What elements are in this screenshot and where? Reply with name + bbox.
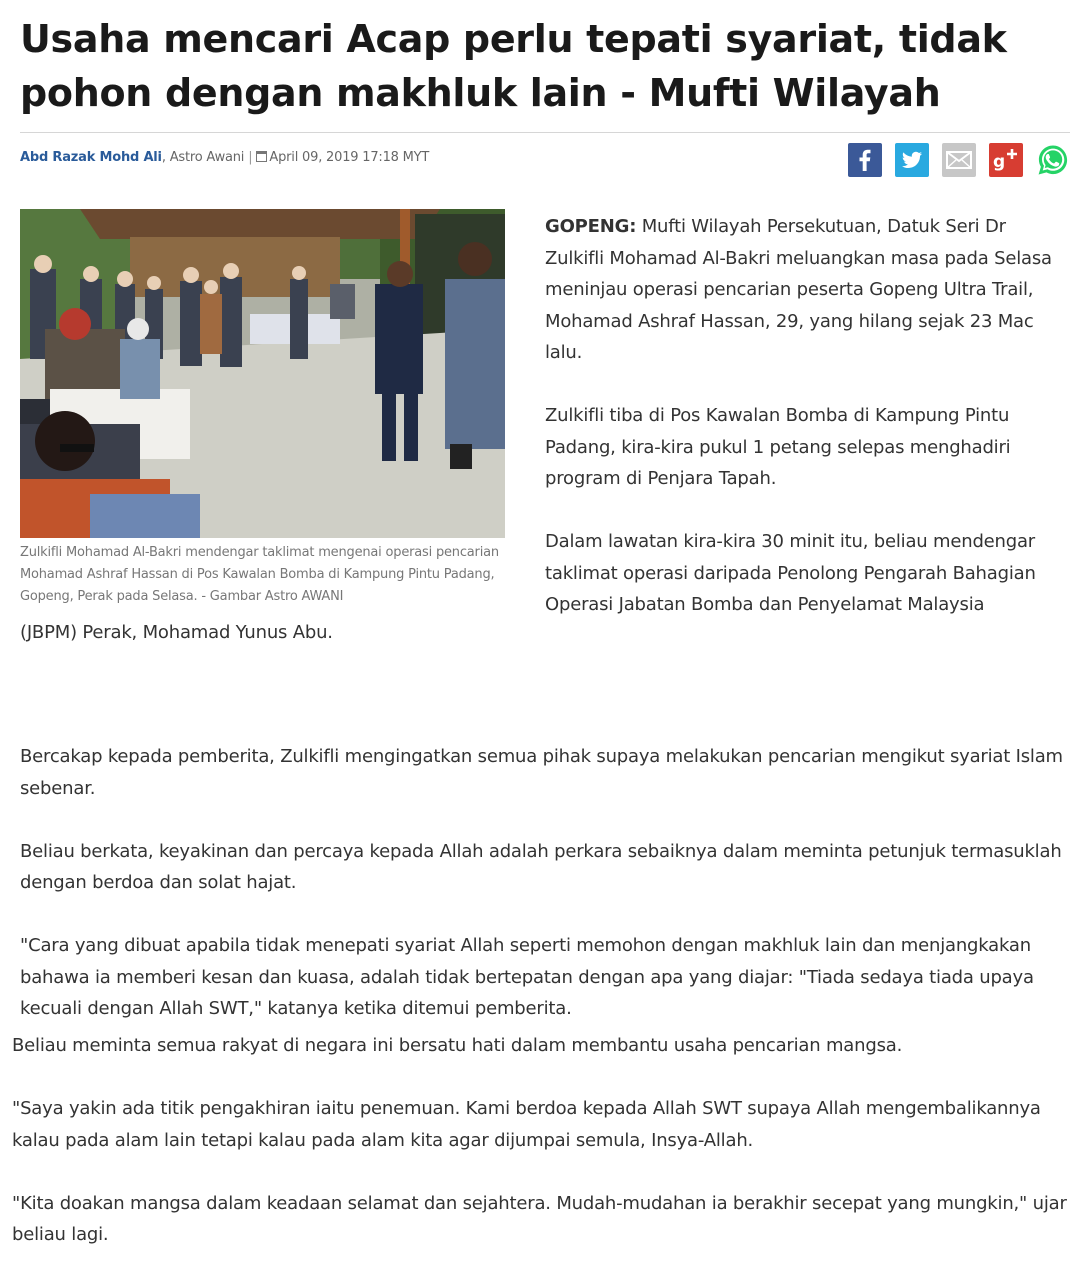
paragraph-4: Bercakap kepada pemberita, Zulkifli mengingatkan semua pihak supaya melakukan pencarian mengikut syariat Islam sebenar. (20, 746, 1063, 799)
whatsapp-icon (1036, 143, 1070, 177)
article-side-column (545, 211, 1070, 621)
facebook-share-button[interactable] (848, 143, 882, 177)
paragraph-3: Dalam lawatan kira-kira 30 minit itu, beliau mendengar taklimat operasi daripada Penolong Pengarah Bahagian Operasi Jabatan Bomba dan Penyelamat Malaysia (545, 531, 1036, 615)
paragraph-7: Beliau meminta semua rakyat di negara ini bersatu hati dalam membantu usaha pencarian mangsa. (12, 1035, 903, 1056)
whatsapp-share-button[interactable] (1036, 143, 1070, 177)
outlet-name: , Astro Awani (161, 150, 245, 165)
facebook-icon (848, 143, 882, 177)
paragraph-2: Zulkifli tiba di Pos Kawalan Bomba di Kampung Pintu Padang, kira-kira pukul 1 petang selepas menghadiri program di Penjara Tapah. (545, 405, 1011, 489)
photo-illustration (20, 209, 505, 538)
paragraph-5: Beliau berkata, keyakinan dan percaya kepada Allah adalah perkara sebaiknya dalam meminta petunjuk termasuklah dengan berdoa dan solat hajat. (20, 840, 1062, 893)
paragraph-3-continuation: (JBPM) Perak, Mohamad Yunus Abu. (20, 622, 333, 643)
calendar-icon (256, 151, 267, 162)
paragraph-1 (545, 211, 1070, 369)
photo-caption: Zulkifli Mohamad Al-Bakri mendengar taklimat mengenai operasi pencarian Mohamad Ashraf Hassan di Pos Kawalan Bomba di Kampung Pintu Padang, Gopeng, Perak pada Selasa. - Gambar Astro AWANI (20, 545, 499, 604)
email-icon (942, 143, 976, 177)
dateline: GOPENG: (545, 216, 637, 237)
paragraph-9: "Kita doakan mangsa dalam keadaan selamat dan sejahtera. Mudah-mudahan ia berakhir secepat yang mungkin," ujar beliau lagi. (12, 1192, 1067, 1245)
svg-text:g: g (993, 152, 1006, 172)
byline-separator: | (248, 150, 253, 165)
author-link[interactable]: Abd Razak Mohd Ali (20, 150, 162, 165)
email-share-button[interactable] (942, 143, 976, 177)
paragraph-1-text: Mufti Wilayah Persekutuan, Datuk Seri Dr Zulkifli Mohamad Al-Bakri meluangkan masa pada Selasa meninjau operasi pencarian peserta Gopeng Ultra Trail, Mohamad Ashraf Hassan, 29, yang hilang sejak 23 Mac lalu. (545, 216, 1052, 363)
paragraph-8: "Saya yakin ada titik pengakhiran iaitu penemuan. Kami berdoa kepada Allah SWT supaya Allah mengembalikannya kalau pada alam lain tetapi kalau pada alam kita agar dijumpai semula, Insya-Allah. (12, 1098, 1041, 1151)
byline (20, 150, 429, 165)
article-photo (20, 209, 505, 538)
headline-divider (20, 132, 1070, 133)
paragraph-6: "Cara yang dibuat apabila tidak menepati syariat Allah seperti memohon dengan makhluk lain dan menjangkakan bahawa ia memberi kesan dan kuasa, adalah tidak bertepatan dengan apa yang diajar: "Tiada sedaya tiada upaya kecuali dengan Allah SWT," katanya ketika ditemui pemberita. (20, 935, 1034, 1019)
share-bar (848, 143, 1070, 177)
article-body-continued (12, 1030, 1072, 1264)
twitter-share-button[interactable] (895, 143, 929, 177)
publish-date: April 09, 2019 17:18 MYT (269, 150, 430, 165)
article-headline: Usaha mencari Acap perlu tepati syariat, tidak pohon dengan makhluk lain - Mufti Wilayah (20, 17, 1007, 115)
article-body (20, 741, 1070, 1025)
google-plus-icon (989, 143, 1023, 177)
google-plus-share-button[interactable] (989, 143, 1023, 177)
twitter-icon (895, 143, 929, 177)
